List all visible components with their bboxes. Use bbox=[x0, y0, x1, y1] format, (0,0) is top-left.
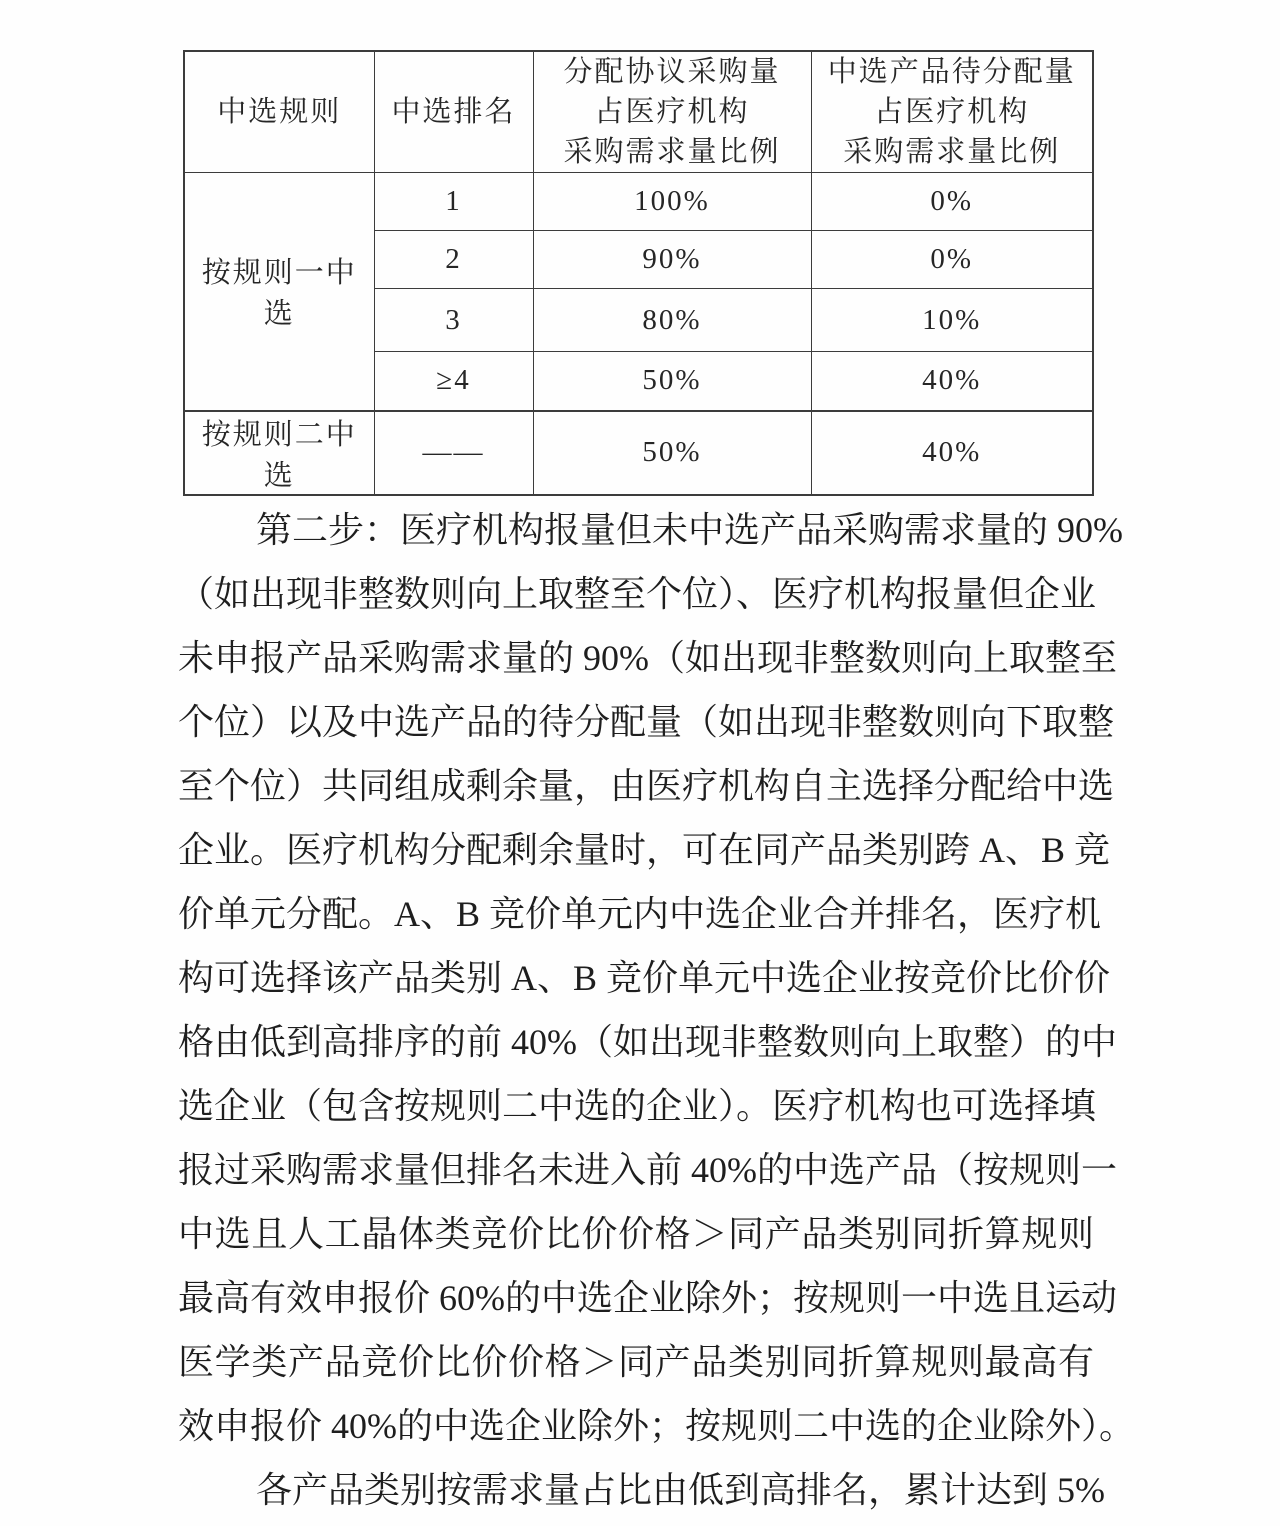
agreement-ratio-cell: 80% bbox=[533, 289, 811, 352]
body-line: 个位）以及中选产品的待分配量（如出现非整数则向下取整 bbox=[178, 702, 1115, 742]
body-line: 价单元分配。A、B 竞价单元内中选企业合并排名，医疗机 bbox=[178, 894, 1102, 934]
body-line: 各产品类别按需求量占比由低到高排名，累计达到 5% bbox=[256, 1470, 1105, 1510]
agreement-ratio-cell: 50% bbox=[533, 352, 811, 411]
agreement-ratio-cell: 50% bbox=[533, 411, 811, 495]
body-line: 选企业（包含按规则二中选的企业）。医疗机构也可选择填 bbox=[178, 1086, 1097, 1126]
body-line: 报过采购需求量但排名未进入前 40%的中选产品（按规则一 bbox=[178, 1150, 1117, 1190]
agreement-ratio-cell: 100% bbox=[533, 173, 811, 231]
body-line: 效申报价 40%的中选企业除外；按规则二中选的企业除外）。 bbox=[178, 1406, 1135, 1446]
header-pending-volume-ratio: 中选产品待分配量 占医疗机构 采购需求量比例 bbox=[811, 51, 1093, 173]
agreement-ratio-cell: 90% bbox=[533, 231, 811, 289]
body-line: 未申报产品采购需求量的 90%（如出现非整数则向上取整至 bbox=[178, 638, 1117, 678]
body-line: 最高有效申报价 60%的中选企业除外；按规则一中选且运动 bbox=[178, 1278, 1117, 1318]
rule2-label-cell: 按规则二中选 bbox=[184, 411, 374, 495]
body-line: 企业。医疗机构分配剩余量时，可在同产品类别跨 A、B 竞 bbox=[178, 830, 1111, 870]
body-text bbox=[178, 498, 1135, 1522]
pending-ratio-cell: 0% bbox=[811, 231, 1093, 289]
header-agreement-volume-ratio: 分配协议采购量 占医疗机构 采购需求量比例 bbox=[533, 51, 811, 173]
body-line: 中选且人工晶体类竞价比价价格＞同产品类别同折算规则 bbox=[178, 1214, 1094, 1254]
header-selection-rank: 中选排名 bbox=[374, 51, 533, 173]
body-line: 构可选择该产品类别 A、B 竞价单元中选企业按竞价比价价 bbox=[178, 958, 1111, 998]
table-row bbox=[184, 411, 1093, 495]
rank-dash-cell: —— bbox=[374, 411, 533, 495]
body-line: 至个位）共同组成剩余量，由医疗机构自主选择分配给中选 bbox=[178, 766, 1115, 806]
rule1-label-cell: 按规则一中选 bbox=[184, 173, 374, 411]
pending-ratio-cell: 40% bbox=[811, 411, 1093, 495]
rank-cell: 2 bbox=[374, 231, 533, 289]
table-header-row bbox=[184, 51, 1093, 173]
body-line: （如出现非整数则向上取整至个位）、医疗机构报量但企业 bbox=[178, 574, 1097, 614]
body-line: 第二步：医疗机构报量但未中选产品采购需求量的 90% bbox=[256, 510, 1123, 550]
header-selection-rule: 中选规则 bbox=[184, 51, 374, 173]
pending-ratio-cell: 40% bbox=[811, 352, 1093, 411]
rank-cell: 1 bbox=[374, 173, 533, 231]
body-line: 医学类产品竞价比价价格＞同产品类别同折算规则最高有 bbox=[178, 1342, 1094, 1382]
rank-cell: ≥4 bbox=[374, 352, 533, 411]
pending-ratio-cell: 10% bbox=[811, 289, 1093, 352]
rank-cell: 3 bbox=[374, 289, 533, 352]
pending-ratio-cell: 0% bbox=[811, 173, 1093, 231]
selection-rule-table bbox=[183, 50, 1094, 496]
table-row bbox=[184, 173, 1093, 231]
body-line: 格由低到高排序的前 40%（如出现非整数则向上取整）的中 bbox=[178, 1022, 1117, 1062]
